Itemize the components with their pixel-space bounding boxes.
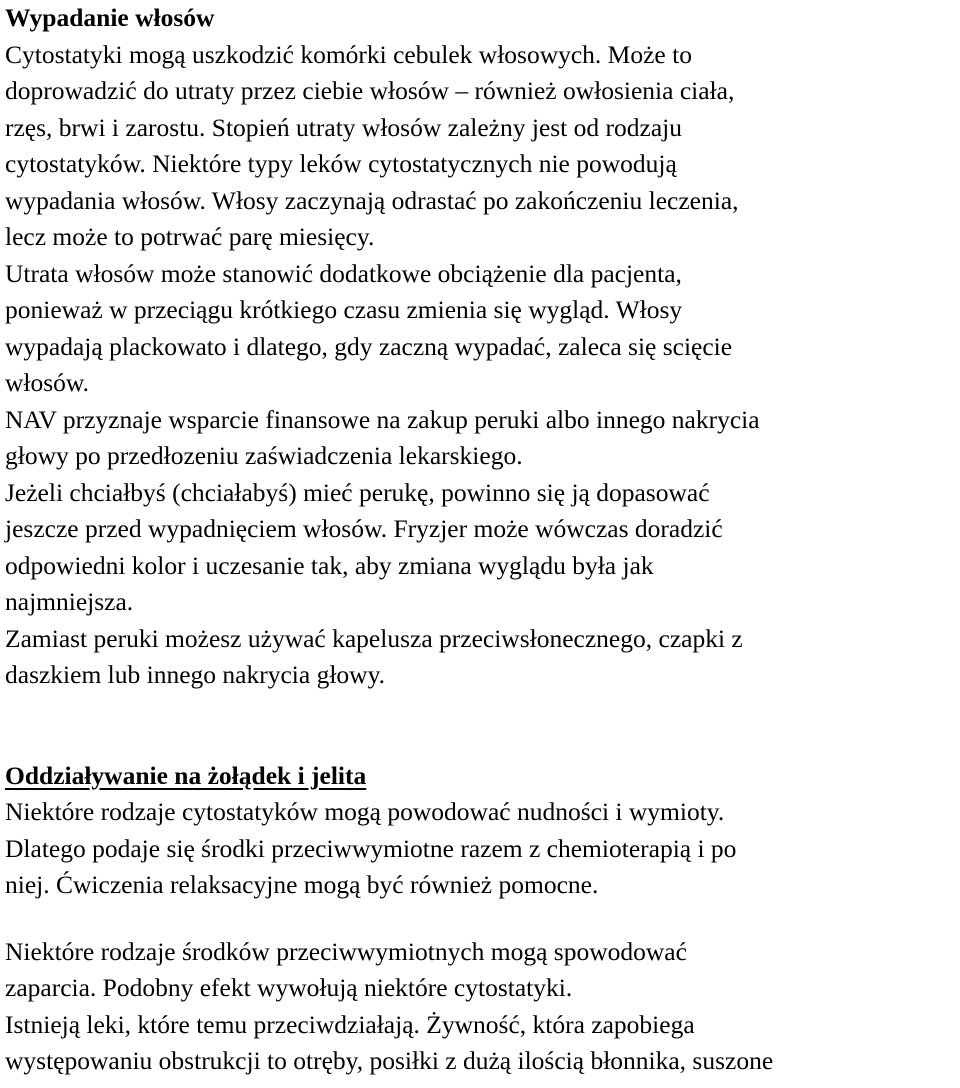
text-line: jeszcze przed wypadnięciem włosów. Fryzjer może wówczas doradzić (5, 514, 723, 543)
text-line: zaparcia. Podobny efekt wywołują niektóre cytostatyki. (5, 973, 573, 1002)
text-line: lecz może to potrwać parę miesięcy. (5, 222, 375, 251)
text-line: Utrata włosów może stanowić dodatkowe obciążenie dla pacjenta, (5, 258, 682, 288)
section-heading-hair-loss: Wypadanie włosów (5, 3, 215, 32)
text-line: głowy po przedłozeniu zaświadczenia lekarskiego. (5, 441, 523, 470)
text-line: wypadają plackowato i dlatego, gdy zaczną wypadać, zaleca się scięcie (5, 331, 733, 361)
text-line: Dlatego podaje się środki przeciwwymiotne razem z chemioterapią i po (5, 833, 737, 863)
text-line: Zamiast peruki możesz używać kapelusza przeciwsłonecznego, czapki z (5, 623, 743, 653)
text-line: Niektóre rodzaje cytostatyków mogą powodować nudności i wymioty. (5, 797, 725, 826)
text-line: rzęs, brwi i zarostu. Stopień utraty włosów zależny jest od rodzaju (5, 112, 682, 142)
text-line: Niektóre rodzaje środków przeciwwymiotnych mogą spowodować (5, 936, 687, 966)
text-line: Istnieją leki, które temu przeciwdziałają. Żywność, która zapobiega (5, 1009, 695, 1039)
text-line: Cytostatyki mogą uszkodzić komórki cebulek włosowych. Może to (5, 39, 692, 69)
text-line: ponieważ w przeciągu krótkiego czasu zmienia się wygląd. Włosy (5, 295, 683, 324)
text-line: występowaniu obstrukcji to otręby, posiłki z dużą ilością błonnika, suszone (5, 1046, 774, 1075)
section-heading-stomach: Oddziaływanie na żołądek i jelita (5, 760, 367, 790)
text-line: NAV przyznaje wsparcie finansowe na zakup peruki albo innego nakrycia (5, 404, 760, 434)
text-line: daszkiem lub innego nakrycia głowy. (5, 660, 386, 689)
text-line: doprowadzić do utraty przez ciebie włosów – również owłosienia ciała, (5, 76, 735, 105)
text-line: najmniejsza. (5, 587, 134, 616)
section-spacer (5, 694, 960, 758)
text-line: niej. Ćwiczenia relaksacyjne mogą być również pomocne. (5, 870, 599, 899)
text-line: odpowiedni kolor i uczesanie tak, aby zmiana wyglądu była jak (5, 550, 654, 580)
text-line: cytostatyków. Niektóre typy leków cytostatycznych nie powodują (5, 149, 677, 178)
section-stomach-intestines (5, 758, 960, 1080)
paragraph-spacer (5, 904, 960, 934)
text-line: włosów. (5, 368, 90, 397)
section-hair-loss (5, 0, 960, 694)
text-line: wypadania włosów. Włosy zaczynają odrastać po zakończeniu leczenia, (5, 185, 739, 215)
text-line: Jeżeli chciałbyś (chciałabyś) mieć perukę, powinno się ją dopasować (5, 477, 710, 507)
document-page (5, 0, 960, 1080)
